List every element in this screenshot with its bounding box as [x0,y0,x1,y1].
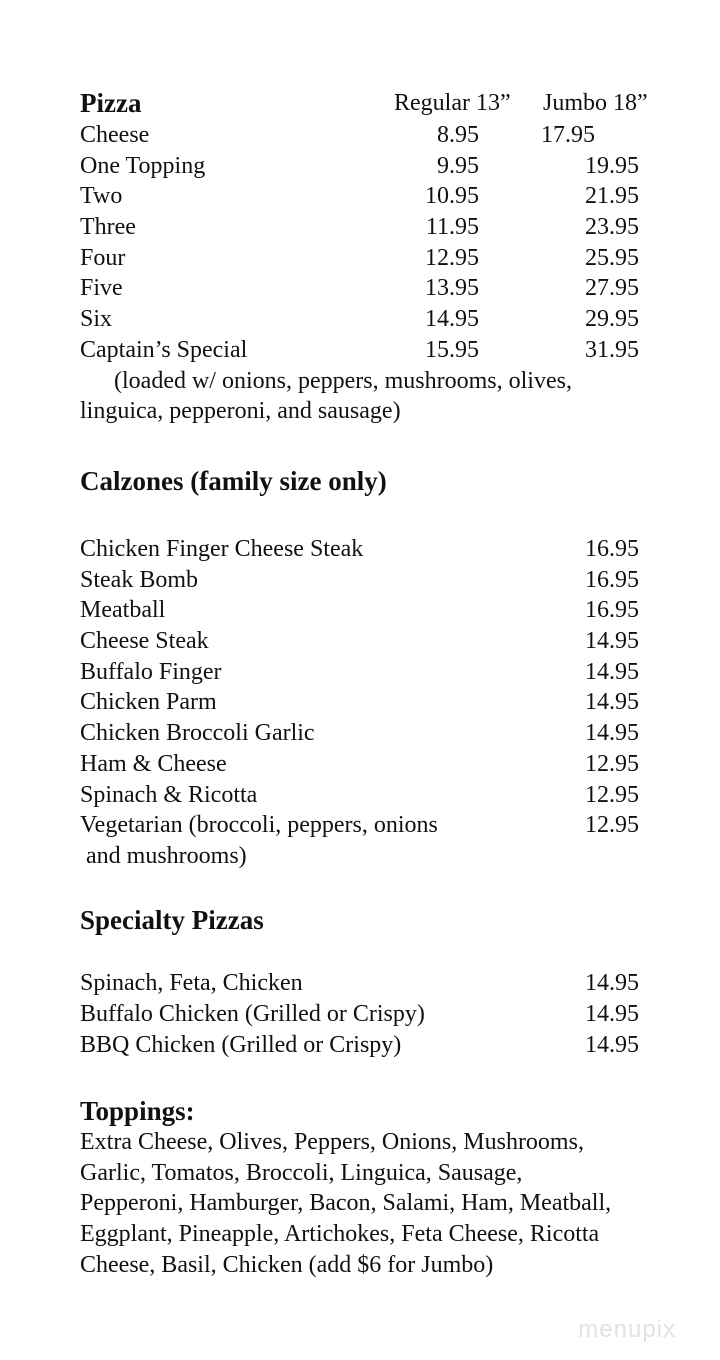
calzone-item-name: Ham & Cheese [80,751,227,777]
calzone-price: 12.95 [585,812,639,838]
calzone-price: 14.95 [585,628,639,654]
pizza-jumbo-price: 29.95 [585,306,639,332]
pizza-item-name: Four [80,245,126,271]
calzone-item-name: Buffalo Finger [80,659,222,685]
pizza-jumbo-price: 27.95 [585,275,639,301]
pizza-regular-price: 8.95 [437,122,479,148]
calzone-price: 14.95 [585,689,639,715]
pizza-jumbo-price: 17.95 [541,122,595,148]
calzone-item-name: Chicken Broccoli Garlic [80,720,315,746]
calzone-price: 12.95 [585,782,639,808]
specialty-item-name: Spinach, Feta, Chicken [80,970,303,996]
toppings-line: Pepperoni, Hamburger, Bacon, Salami, Ham, Meatball, [80,1190,612,1216]
jumbo-size-header: Jumbo 18” [543,90,648,116]
calzone-price: 16.95 [585,536,639,562]
menupix-watermark: menupix [578,1316,676,1343]
calzones-heading: Calzones (family size only) [80,466,387,496]
captains-special-note: linguica, pepperoni, and sausage) [80,398,401,424]
toppings-line: Garlic, Tomatos, Broccoli, Linguica, Sausage, [80,1160,523,1186]
pizza-regular-price: 9.95 [437,153,479,179]
toppings-line: Eggplant, Pineapple, Artichokes, Feta Cheese, Ricotta [80,1221,600,1247]
calzone-item-name: Vegetarian (broccoli, peppers, onions [80,812,438,838]
calzone-price: 16.95 [585,567,639,593]
pizza-item-name: Two [80,183,123,209]
specialty-item-name: BBQ Chicken (Grilled or Crispy) [80,1032,402,1058]
specialty-price: 14.95 [585,970,639,996]
pizza-heading: Pizza [80,88,142,118]
toppings-line: Extra Cheese, Olives, Peppers, Onions, Mushrooms, [80,1129,584,1155]
pizza-regular-price: 12.95 [425,245,479,271]
captains-special-note: (loaded w/ onions, peppers, mushrooms, olives, [114,368,572,394]
calzone-item-name: Cheese Steak [80,628,209,654]
pizza-jumbo-price: 21.95 [585,183,639,209]
regular-size-header: Regular 13” [394,90,511,116]
pizza-regular-price: 11.95 [425,214,479,240]
pizza-item-name: Five [80,275,123,301]
specialty-item-name: Buffalo Chicken (Grilled or Crispy) [80,1001,425,1027]
pizza-jumbo-price: 31.95 [585,337,639,363]
toppings-heading: Toppings: [80,1096,195,1126]
pizza-item-name: Captain’s Special [80,337,248,363]
toppings-line: Cheese, Basil, Chicken (add $6 for Jumbo) [80,1252,494,1278]
calzone-price: 16.95 [585,597,639,623]
pizza-regular-price: 15.95 [425,337,479,363]
vegetarian-continuation: and mushrooms) [86,843,247,869]
pizza-regular-price: 10.95 [425,183,479,209]
calzone-item-name: Spinach & Ricotta [80,782,258,808]
pizza-regular-price: 14.95 [425,306,479,332]
pizza-item-name: Three [80,214,136,240]
calzone-item-name: Chicken Parm [80,689,217,715]
calzone-item-name: Steak Bomb [80,567,198,593]
pizza-jumbo-price: 23.95 [585,214,639,240]
pizza-item-name: Six [80,306,113,332]
calzone-item-name: Chicken Finger Cheese Steak [80,536,364,562]
calzone-price: 14.95 [585,720,639,746]
pizza-jumbo-price: 19.95 [585,153,639,179]
specialty-price: 14.95 [585,1032,639,1058]
pizza-jumbo-price: 25.95 [585,245,639,271]
calzone-price: 14.95 [585,659,639,685]
specialty-pizzas-heading: Specialty Pizzas [80,905,264,935]
calzone-price: 12.95 [585,751,639,777]
specialty-price: 14.95 [585,1001,639,1027]
calzone-item-name: Meatball [80,597,166,623]
pizza-item-name: One Topping [80,153,206,179]
pizza-regular-price: 13.95 [425,275,479,301]
pizza-item-name: Cheese [80,122,150,148]
